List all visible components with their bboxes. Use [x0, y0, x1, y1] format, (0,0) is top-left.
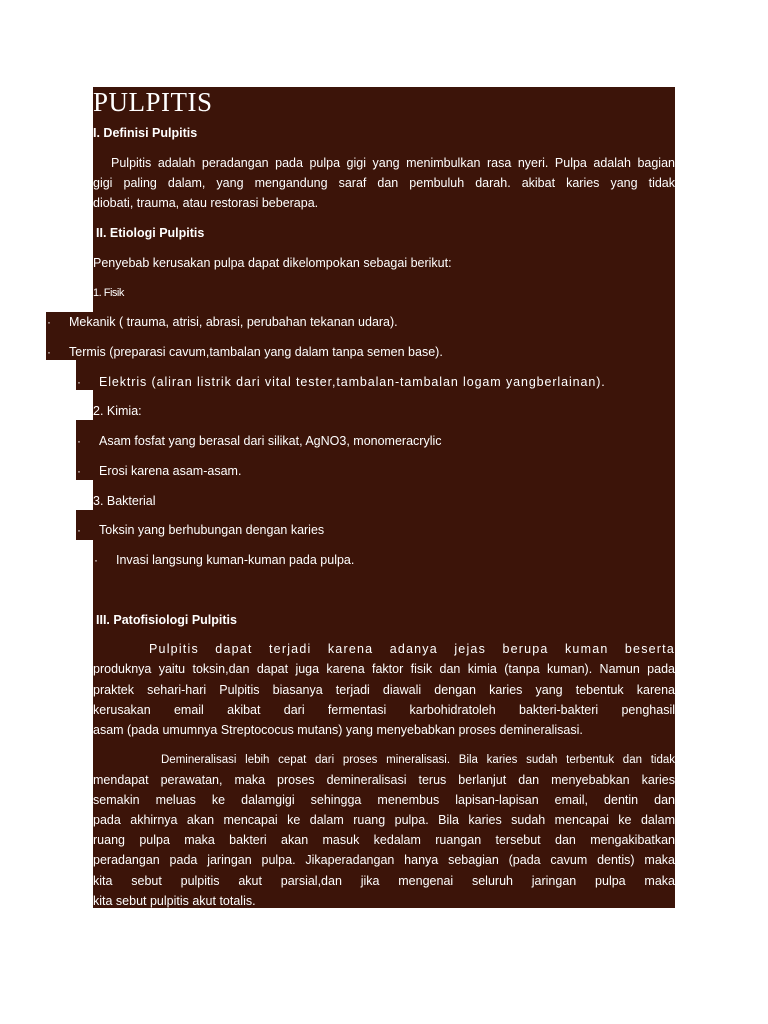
- list-item: Asam fosfat yang berasal dari silikat, AgNO3, monomeracrylic: [99, 434, 442, 448]
- bullet-marker: ·: [94, 553, 98, 567]
- paragraph-line: praktek sehari-hari Pulpitis biasanya terjadi diawali dengan karies yang tebentuk karena: [93, 683, 675, 697]
- group-label: 2. Kimia:: [93, 404, 142, 418]
- group-label: 3. Bakterial: [93, 494, 156, 508]
- document-background: [93, 480, 675, 510]
- list-item: Termis (preparasi cavum,tambalan yang dalam tanpa semen base).: [69, 345, 443, 359]
- paragraph-line: ruang pulpa maka bakteri akan masuk kedalam ruangan tersebut dan mengakibatkan: [93, 833, 675, 847]
- list-item: Toksin yang berhubungan dengan karies: [99, 523, 325, 537]
- paragraph-line: Pulpitis dapat terjadi karena adanya jejas berupa kuman beserta: [149, 642, 675, 656]
- paragraph-line: Demineralisasi lebih cepat dari proses mineralisasi. Bila karies sudah terbentuk dan tidak: [161, 754, 675, 766]
- paragraph-line: mendapat perawatan, maka proses demineralisasi terus berlanjut dan menyebabkan karies: [93, 773, 675, 787]
- list-item: Erosi karena asam-asam.: [99, 464, 242, 478]
- list-item: Mekanik ( trauma, atrisi, abrasi, perubahan tekanan udara).: [69, 315, 398, 329]
- paragraph-line: diobati, trauma, atau restorasi beberapa.: [93, 196, 319, 210]
- document-background: [93, 390, 675, 420]
- bullet-marker: ·: [77, 375, 81, 389]
- group-label: 1. Fisik: [93, 287, 124, 299]
- bullet-marker: ·: [47, 345, 51, 359]
- list-item: Elektris (aliran listrik dari vital tester,tambalan-tambalan logam yangberlainan).: [99, 375, 606, 389]
- bullet-marker: ·: [47, 315, 51, 329]
- paragraph-line: asam (pada umumnya Streptococus mutans) yang menyebabkan proses demineralisasi.: [93, 723, 583, 737]
- bullet-marker: ·: [77, 464, 81, 478]
- intro-text: Penyebab kerusakan pulpa dapat dikelompokan sebagai berikut:: [93, 256, 452, 270]
- paragraph-line: semakin meluas ke dalamgigi sehingga menembus lapisan-lapisan email, dentin dan: [93, 793, 675, 807]
- bullet-marker: ·: [77, 434, 81, 448]
- paragraph-line: produknya yaitu toksin,dan dapat juga karena faktor fisik dan kimia (tanpa kuman). Namun pada: [93, 662, 675, 676]
- paragraph-line: kerusakan email akibat dari fermentasi karbohidratoleh bakteri-bakteri penghasil: [93, 703, 675, 717]
- section-heading: III. Patofisiologi Pulpitis: [96, 613, 237, 627]
- paragraph-line: peradangan pada jaringan pulpa. Jikaperadangan hanya sebagian (pada cavum dentis) maka: [93, 853, 675, 867]
- paragraph-line: kita sebut pulpitis akut totalis.: [93, 894, 256, 908]
- page-title: PULPITIS: [93, 87, 213, 117]
- section-heading: II. Etiologi Pulpitis: [96, 226, 205, 240]
- paragraph-line: kita sebut pulpitis akut parsial,dan jika mengenai seluruh jaringan pulpa maka: [93, 874, 675, 888]
- paragraph-line: Pulpitis adalah peradangan pada pulpa gigi yang menimbulkan rasa nyeri. Pulpa adalah bagian: [111, 156, 675, 170]
- bullet-marker: ·: [77, 523, 81, 537]
- paragraph-line: gigi paling dalam, yang mengandung saraf dan pembuluh darah. akibat karies yang tidak: [93, 176, 675, 190]
- list-item: Invasi langsung kuman-kuman pada pulpa.: [116, 553, 355, 567]
- paragraph-line: pada akhirnya akan mencapai ke dalam ruang pulpa. Bila karies sudah mencapai ke dalam: [93, 813, 675, 827]
- section-heading: I. Definisi Pulpitis: [93, 126, 198, 140]
